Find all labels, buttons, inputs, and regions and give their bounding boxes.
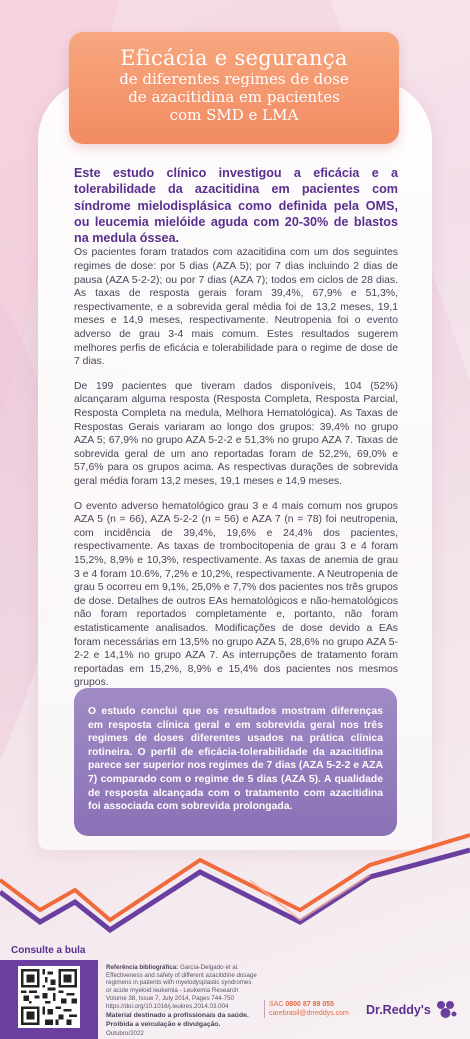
brand-logo — [366, 999, 458, 1021]
sac-contact — [264, 1000, 349, 1018]
lead-paragraph: Este estudo clínico investigou a eficácia e a tolerabilidade da azacitidina em pacientes com síndrome mielodisplásica como definida pela OMS, ou leucemia mielóide aguda com 20-30% de blastos na medula óssea. — [74, 166, 398, 246]
publication-date: Outubro/2022 — [106, 1029, 144, 1037]
sac-label: SAC — [269, 1001, 286, 1008]
article-body — [74, 165, 398, 701]
title-banner — [69, 32, 399, 144]
sac-email[interactable]: carebrasil@drreddys.com — [269, 1010, 349, 1017]
decorative-waves — [0, 820, 470, 940]
drreddys-logo-icon — [434, 999, 458, 1021]
paragraph-3: O evento adverso hematológico grau 3 e 4 mais comum nos grupos AZA 5 (n = 66), AZA 5-2-2 (n = 56) e AZA 7 (n = 78) foi neutropenia, com incidência de 39,4%, 19,6% e 24,4% dos pacientes, respectivamente. As taxas de trombocitopenia de grau 3 e 4 foram 15,2%, 8,9% e 10,3%, respectivamente. As taxas de anemia de grau 3 e 4 foram 10.6%, 7,2% e 10,2%, respectivamente. A Neutropenia de grau 5 ocorreu em 9,1%, 25,0% e 7,7% dos pacientes nos três grupos de dose. Detalhes de outros EAs hematológicos e não-hematológicos não foram reportados completamente e, portanto, não foram estatisticamente analisados. Modificações de dose devido a EAs foram necessárias em 13,5% no grupo AZA 5, 28,6% no grupo AZA 5-2-2 e 14,1% no grupo AZA 7. As interrupções de tratamento foram reportadas em 15,2%, 8,9% e 15,4% dos pacientes nos mesmos grupos. — [74, 500, 398, 689]
title-line-1: Eficácia e segurança — [120, 46, 348, 70]
title-line-3: de azacitidina em pacientes — [128, 88, 340, 106]
professional-notice: Material destinado a profissionais da saúde. Proibida a veiculação e divulgação. — [106, 1012, 249, 1028]
paragraph-2: De 199 pacientes que tiveram dados disponíveis, 104 (52%) alcançaram alguma resposta (Resposta Completa, Resposta Parcial, Resposta Completa na medula, Melhora Hematológica). As Taxas de Respostas Gerais variaram ao longo dos grupos: 39,4% no grupo AZA 5; 67,9% no grupo AZA 5-2-2 e 51,3% no grupo AZA 7. Taxas de sobrevida geral de um ano reportadas foram de 52,2%, 69,0% e 57,6% para os grupos acima. As respectivas durações de sobrevida geral média foram 13,2 meses, 19,1 meses e 14,9 meses. — [74, 380, 398, 487]
brand-name: Dr.Reddy's — [366, 1003, 431, 1017]
title-line-4: com SMD e LMA — [169, 106, 299, 124]
reference-text: García-Delgado et al. Effectiveness and safety of different azacitidine dosage regimens in patients with myelodysplastic syndromes or acute myeloid leukemia - Leukemia Research Volume 38, Issue 7, July 2014, Pages 744-750 https://doi.org/10.1016/j.leukres.2014.03.004 — [106, 964, 257, 1010]
consult-label: Consulte a bula — [11, 945, 86, 956]
reference-label: Referência bibliográfica: — [106, 964, 179, 971]
bibliographic-reference — [106, 964, 258, 1038]
qr-code-icon[interactable] — [18, 966, 80, 1028]
conclusion-text: O estudo conclui que os resultados mostram diferenças em resposta clínica geral e em sobrevida geral nos três regimes de doses diferentes usados na prática clínica rotineira. O perfil de eficácia-tolerabilidade da azacitidina parece ser superior nos regimes de 7 dias (AZA 5-2-2 e AZA 7) comparado com o regime de 5 dias (AZA 5). A qualidade de resposta alcançada com o tratamento com azacitidina foi associada com sobrevida prolongada. — [88, 706, 383, 813]
sac-phone[interactable]: 0800 87 89 055 — [285, 1001, 335, 1008]
qr-panel — [0, 960, 98, 1039]
title-line-2: de diferentes regimes de dose — [119, 70, 349, 88]
paragraph-1: Os pacientes foram tratados com azacitidina com um dos seguintes regimes de dose: por 5 dias (AZA 5); por 7 dias incluindo 2 dias de pausa (AZA 5-2-2); ou por 7 dias (AZA 7); todos em ciclos de 28 dias. As taxas de resposta gerais foram 39,4%, 67,9% e 51,3%, respectivamente, e a sobrevida geral média foi de 13,2 meses, 19,1 meses e 14,9 meses, respectivamente. Neutropenia foi o evento adverso de grau 3-4 mais comum. Estes resultados sugerem melhores perfis de eficácia e tolerabilidade para o regime de dose de 7 dias. — [74, 247, 398, 368]
conclusion-box — [74, 688, 397, 836]
